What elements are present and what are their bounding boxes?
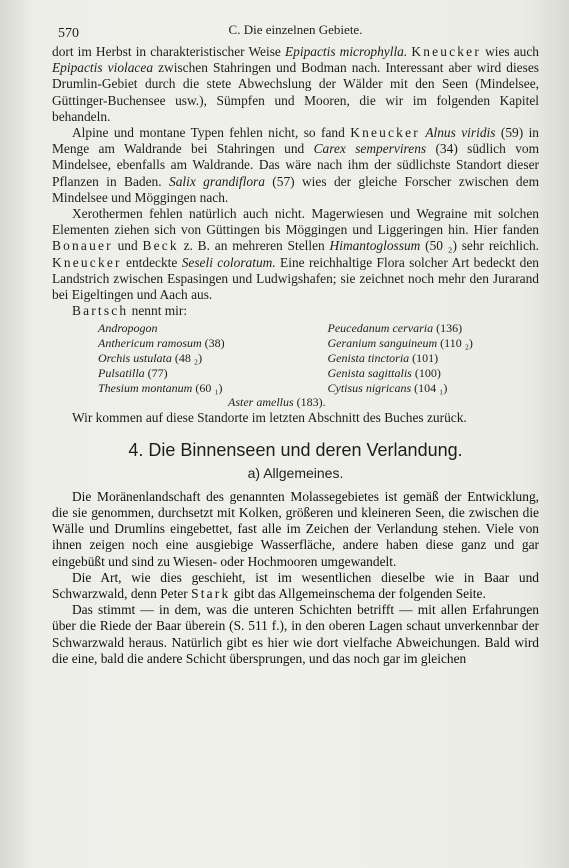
paragraph-4: Wir kommen auf diese Standorte im letzten Abschnitt des Buches zurück. bbox=[72, 410, 467, 426]
species-name: Alnus viridis bbox=[425, 125, 496, 141]
text: Die Art, wie dies geschieht, ist im wesentlichen dieselbe wie in Baar und Schwarzwald, denn Peter bbox=[52, 569, 539, 602]
text: entdeckte bbox=[121, 254, 182, 270]
text: wies auch bbox=[480, 44, 539, 59]
species-name: Himantoglossum bbox=[329, 238, 421, 254]
species-item bbox=[328, 321, 540, 336]
paragraph-3 bbox=[52, 206, 539, 303]
species-item bbox=[98, 366, 310, 381]
species-name: Orchis ustulata bbox=[98, 351, 172, 366]
species-name: Genista sagittalis bbox=[327, 365, 412, 380]
page-body-continued bbox=[52, 410, 539, 667]
species-name: Pulsatilla bbox=[98, 365, 145, 380]
section-subheading: a) Allgemeines. bbox=[247, 464, 344, 481]
species-number: (101) bbox=[409, 351, 439, 366]
species-name: Peucedanum cervaria bbox=[327, 321, 434, 336]
text: Alpine und montane Typen fehlen nicht, so fand bbox=[72, 125, 351, 141]
species-name: Geranium sanguineum bbox=[327, 336, 438, 351]
text: dort im Herbst in charakteristischer Weise bbox=[52, 44, 285, 59]
author-name: Beck bbox=[142, 238, 179, 254]
paragraph-6 bbox=[52, 570, 539, 602]
species-item bbox=[328, 336, 540, 351]
species-item bbox=[98, 381, 310, 396]
species-name: Andropogon bbox=[98, 321, 158, 336]
paragraph-1 bbox=[52, 44, 539, 125]
species-item bbox=[328, 351, 540, 366]
text: (59) in Menge am Waldrande bei Stahringen und bbox=[52, 125, 539, 157]
running-head bbox=[52, 20, 539, 40]
text: gibt das Allgemeinschema der folgenden Seite. bbox=[230, 586, 486, 602]
species-item bbox=[98, 351, 310, 366]
species-name: Carex sempervirens bbox=[313, 141, 427, 157]
species-number: (183). bbox=[293, 395, 326, 410]
author-name: Stark bbox=[191, 586, 231, 602]
species-name: Epipactis microphylla. bbox=[284, 44, 408, 59]
text: z. B. an mehreren Stellen bbox=[178, 238, 330, 254]
species-name: Genista tinctoria bbox=[327, 351, 410, 366]
species-list bbox=[52, 319, 539, 410]
header-title: C. Die einzelnen Gebiete. bbox=[228, 22, 363, 37]
species-number: (60 ₁) bbox=[192, 380, 223, 395]
species-item bbox=[328, 366, 540, 381]
species-name: Thesium montanum bbox=[98, 380, 193, 395]
author-name: Bonauer bbox=[52, 238, 113, 254]
text: (34) südlich vom Mindelsee, ebenfalls am Waldrande. Das wäre nach ihm der südlichste Standort dieser Pflanzen in Baden. bbox=[52, 141, 539, 189]
species-number: (48 ₂) bbox=[171, 351, 203, 366]
section-heading: 4. Die Binnenseen und deren Verlandung. bbox=[128, 440, 463, 461]
species-name: Seseli coloratum. bbox=[181, 254, 276, 270]
species-item bbox=[98, 336, 310, 351]
species-item bbox=[328, 381, 540, 396]
text: (50 ₂) sehr reichlich. bbox=[420, 238, 540, 254]
species-number: (77) bbox=[144, 365, 168, 380]
species-item bbox=[98, 321, 310, 336]
species-number: (110 ₂) bbox=[437, 336, 473, 351]
text: und bbox=[112, 238, 143, 254]
page-number: 570 bbox=[58, 26, 79, 41]
paragraph-5: Die Moränenlandschaft des genannten Molassegebietes ist gemäß der Entwicklung, die sie genommen, durchsetzt mit Kolken, größeren und kleineren Seen, die zwischen die Wälle und Drumlins eingebettet, fast alle im Zeichen der Verlandung stehen. Viele von ihnen zeigen noch eine ausgiebige Wasserfläche, andere haben diese ganz und gar eingebüßt und sind zu Wiesen- oder Hochmooren umgewandelt. bbox=[52, 488, 539, 569]
text: nennt mir: bbox=[128, 303, 188, 319]
species-number: (38) bbox=[201, 336, 225, 351]
paragraph-7: Das stimmt — in dem, was die unteren Schichten betrifft — mit allen Erfahrungen über die Riede der Baar überein (S. 511 f.), in den oberen Lagen schaut unverkennbar der Schwarzwald heraus. Natürlich gibt es hier wie dort vielfache Abweichungen. Bald wird die eine, bald die andere Schicht übersprungen, und das noch gar im gleichen bbox=[52, 602, 539, 666]
author-name: Kneucker bbox=[52, 254, 122, 270]
text: (57) wies der gleiche Forscher zwischen dem Mindelsee und Möggingen nach. bbox=[52, 173, 539, 205]
author-name: Bartsch bbox=[72, 303, 129, 319]
text: Eine reichhaltige Flora solcher Art bedeckt den Landstrich zwischen Espasingen und Ludwigshafen; sie zeichnet noch mehr den Jurarand bei Eigeltingen und Aach aus. bbox=[52, 254, 539, 303]
text: zwischen Stahringen und Bodman nach. Interessant aber wird dieses Drumlin-Gebiet durch die stete Abwechslung der Wälder mit den Seen (Mindelsee, Güttinger-Buchensee usw.), Sümpfen und Mooren, die wir im folgenden Kapitel behandeln. bbox=[52, 60, 539, 124]
species-name: Epipactis violacea bbox=[52, 60, 154, 76]
author-name: Kneucker bbox=[350, 125, 420, 141]
page-body bbox=[52, 44, 539, 319]
species-name: Cytisus nigricans bbox=[327, 380, 412, 395]
species-number: (104 ₁) bbox=[411, 380, 448, 395]
species-name: Salix grandiflora bbox=[169, 173, 265, 189]
author-name: Kneucker bbox=[411, 44, 481, 59]
species-name: Anthericum ramosum bbox=[98, 336, 202, 351]
species-item bbox=[98, 395, 539, 410]
paragraph-bartsch bbox=[52, 303, 539, 319]
species-number: (100) bbox=[411, 365, 441, 380]
species-number: (136) bbox=[433, 321, 463, 336]
text: Xerothermen fehlen natürlich auch nicht. Magerwiesen und Wegraine mit solchen Elementen ziehen sich von Güttingen bis Möggingen und Liggeringen hin. Hier fanden bbox=[52, 206, 539, 238]
paragraph-2 bbox=[52, 125, 539, 206]
species-name: Aster amellus bbox=[228, 395, 294, 410]
